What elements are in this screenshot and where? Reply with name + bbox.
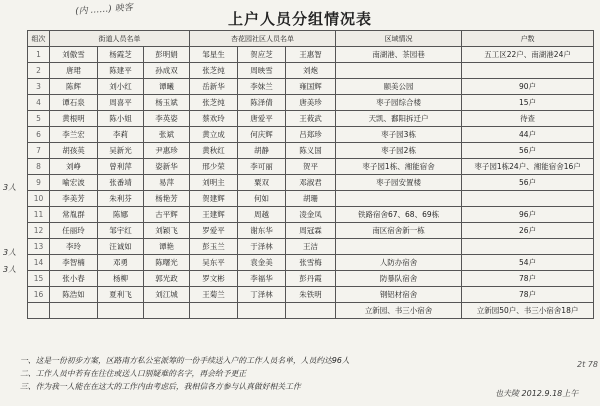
group-number: 5 (28, 111, 50, 127)
table-row (28, 191, 594, 207)
name-cell: 刘颖飞 (144, 223, 190, 239)
name-cell (144, 303, 190, 319)
note-line: 一、这是一份初步方案，区路南方私公室派筹的一份手续送入户的工作人员名单，人员约达96人 (20, 356, 350, 365)
group-number: 7 (28, 143, 50, 159)
table-row (28, 239, 594, 255)
name-cell: 杨玉斌 (144, 95, 190, 111)
side-mark: 3人 (3, 265, 17, 274)
handwritten-top-note: (内 ……) 映客 (74, 2, 134, 17)
name-cell: 雍国辉 (286, 79, 336, 95)
name-cell: 王莜武 (286, 111, 336, 127)
name-cell: 谭曦 (144, 79, 190, 95)
area-cell: 立新园、书三小宿舍 (336, 303, 462, 319)
name-cell: 周映雪 (238, 63, 286, 79)
name-cell: 李妹兰 (238, 79, 286, 95)
name-cell: 郭光政 (144, 271, 190, 287)
page-mark: 2t 78 (577, 360, 598, 369)
name-cell: 任丽玲 (50, 223, 98, 239)
name-cell: 古平辉 (144, 207, 190, 223)
name-cell: 彭明娟 (144, 47, 190, 63)
group-number: 14 (28, 255, 50, 271)
name-cell: 刘小红 (98, 79, 144, 95)
name-cell: 易萍 (144, 175, 190, 191)
table-row (28, 223, 594, 239)
name-cell: 岳新华 (190, 79, 238, 95)
name-cell: 贺平 (286, 159, 336, 175)
name-cell: 张雪梅 (286, 255, 336, 271)
name-cell: 谭石泉 (50, 95, 98, 111)
name-cell: 张芝纯 (190, 63, 238, 79)
name-cell: 李美芳 (50, 191, 98, 207)
name-cell: 张斌 (144, 127, 190, 143)
name-cell: 张番靖 (98, 175, 144, 191)
households-cell: 立新园50户、书三小宿舍18户 (462, 303, 594, 319)
households-cell: 44户 (462, 127, 594, 143)
name-cell: 邹星生 (190, 47, 238, 63)
name-cell: 李兰宏 (50, 127, 98, 143)
table-row (28, 159, 594, 175)
group-number: 10 (28, 191, 50, 207)
name-cell: 陈曙光 (144, 255, 190, 271)
area-cell (336, 191, 462, 207)
name-cell: 张芝纯 (190, 95, 238, 111)
name-cell: 胡珊 (286, 191, 336, 207)
households-cell (462, 191, 594, 207)
name-cell: 彭丹霞 (286, 271, 336, 287)
name-cell: 蔡欢玲 (190, 111, 238, 127)
table-row (28, 63, 594, 79)
group-number (28, 303, 50, 319)
name-cell: 唐美珍 (286, 95, 336, 111)
name-cell: 黄立成 (190, 127, 238, 143)
households-cell (462, 63, 594, 79)
area-cell: 铁路宿舍67、68、69栋 (336, 207, 462, 223)
name-cell: 刘明主 (190, 175, 238, 191)
table-row (28, 111, 594, 127)
name-cell: 刘峥 (50, 159, 98, 175)
side-mark: 3人 (3, 248, 17, 257)
table-row (28, 47, 594, 63)
name-cell: 朱利芬 (98, 191, 144, 207)
name-cell: 唐珺 (50, 63, 98, 79)
group-number: 1 (28, 47, 50, 63)
group-number: 12 (28, 223, 50, 239)
group-number: 8 (28, 159, 50, 175)
note-line: 二、工作人员中若有在往住或送人口别疑难的名字，再会给予更正 (20, 369, 247, 378)
name-cell: 丁泽林 (238, 287, 286, 303)
area-cell: 枣子园3栋 (336, 127, 462, 143)
table-row (28, 255, 594, 271)
name-cell: 邹宇红 (98, 223, 144, 239)
area-cell: 枣子园2栋 (336, 143, 462, 159)
name-cell: 吴新光 (98, 143, 144, 159)
name-cell (50, 303, 98, 319)
area-cell: 枣子园安置楼 (336, 175, 462, 191)
group-number: 2 (28, 63, 50, 79)
name-cell: 喻宏波 (50, 175, 98, 191)
header-group: 组次 (28, 31, 50, 47)
table-row (28, 207, 594, 223)
name-cell: 周喜平 (98, 95, 144, 111)
name-cell: 贺应芝 (238, 47, 286, 63)
group-number: 15 (28, 271, 50, 287)
group-number: 9 (28, 175, 50, 191)
table-row (28, 303, 594, 319)
name-cell: 何如 (238, 191, 286, 207)
area-cell: 天凯、鄱阳拆迁户 (336, 111, 462, 127)
households-cell: 五工区22户、南湖港24户 (462, 47, 594, 63)
table-row (28, 127, 594, 143)
name-cell: 邓淑君 (286, 175, 336, 191)
group-number: 3 (28, 79, 50, 95)
name-cell: 陈泽倩 (238, 95, 286, 111)
name-cell: 于泽林 (238, 239, 286, 255)
households-cell: 26户 (462, 223, 594, 239)
name-cell: 周越 (238, 207, 286, 223)
name-cell (238, 303, 286, 319)
name-cell: 王菊兰 (190, 287, 238, 303)
name-cell: 吴东平 (190, 255, 238, 271)
table-row (28, 175, 594, 191)
name-cell: 朱铁明 (286, 287, 336, 303)
name-cell: 陈娜 (98, 207, 144, 223)
households-cell: 待查 (462, 111, 594, 127)
name-cell: 黄根明 (50, 111, 98, 127)
side-mark: 3人 (3, 183, 17, 192)
area-cell: 人防办宿舍 (336, 255, 462, 271)
header-households: 户数 (462, 31, 594, 47)
table-header (28, 31, 594, 47)
group-number: 4 (28, 95, 50, 111)
name-cell: 袁金美 (238, 255, 286, 271)
area-cell: 南湖港、茶园巷 (336, 47, 462, 63)
name-cell: 胡孩英 (50, 143, 98, 159)
households-cell: 56户 (462, 143, 594, 159)
name-cell: 彭玉兰 (190, 239, 238, 255)
group-number: 6 (28, 127, 50, 143)
note-line: 三、作为我一人能在在这大的工作内由考虑后，我相信各方参与认真做好相关工作 (20, 382, 301, 391)
name-cell (286, 303, 336, 319)
name-cell: 李莉 (98, 127, 144, 143)
households-cell (462, 239, 594, 255)
name-cell: 贺建辉 (190, 191, 238, 207)
name-cell: 孙成双 (144, 63, 190, 79)
name-cell: 尹惠珍 (144, 143, 190, 159)
name-cell: 刘傲雪 (50, 47, 98, 63)
name-cell: 王洁 (286, 239, 336, 255)
name-cell: 谭艳 (144, 239, 190, 255)
households-cell: 96户 (462, 207, 594, 223)
name-cell: 王惠智 (286, 47, 336, 63)
households-cell: 15户 (462, 95, 594, 111)
households-cell: 枣子园1栋24户、湘能宿舍16户 (462, 159, 594, 175)
name-cell: 粟双 (238, 175, 286, 191)
households-cell: 78户 (462, 271, 594, 287)
header-community: 杏花园社区人员名单 (190, 31, 336, 47)
name-cell: 胡静 (238, 143, 286, 159)
name-cell: 杨艳芳 (144, 191, 190, 207)
area-cell: 枣子园1栋、湘能宿舍 (336, 159, 462, 175)
group-number: 11 (28, 207, 50, 223)
name-cell: 李智楠 (50, 255, 98, 271)
area-cell: 防暴队宿舍 (336, 271, 462, 287)
page-title: 上户人员分组情况表 (227, 10, 372, 28)
area-cell: 枣子园综合楼 (336, 95, 462, 111)
name-cell: 邓勇 (98, 255, 144, 271)
name-cell: 姿新华 (144, 159, 190, 175)
name-cell: 杨霞芝 (98, 47, 144, 63)
name-cell: 汪诚如 (98, 239, 144, 255)
name-cell: 凌金凤 (286, 207, 336, 223)
name-cell: 唐爱平 (238, 111, 286, 127)
name-cell: 夏利飞 (98, 287, 144, 303)
name-cell: 曾利萍 (98, 159, 144, 175)
area-cell (336, 239, 462, 255)
name-cell: 李可丽 (238, 159, 286, 175)
group-number: 13 (28, 239, 50, 255)
name-cell: 陈辉 (50, 79, 98, 95)
area-cell: 钢铝材宿舍 (336, 287, 462, 303)
name-cell: 谢东华 (238, 223, 286, 239)
area-cell (336, 63, 462, 79)
name-cell: 吕郑珍 (286, 127, 336, 143)
name-cell: 张小春 (50, 271, 98, 287)
area-cell: 颐美公园 (336, 79, 462, 95)
name-cell: 陈建平 (98, 63, 144, 79)
table-row (28, 287, 594, 303)
area-cell: 南区宿舍新一栋 (336, 223, 462, 239)
name-cell: 黄秋红 (190, 143, 238, 159)
header-street: 街道人员名单 (50, 31, 190, 47)
name-cell: 杨柳 (98, 271, 144, 287)
households-cell: 78户 (462, 287, 594, 303)
name-cell: 陈义国 (286, 143, 336, 159)
grouping-table (27, 30, 594, 319)
signature: 也夫陵 2012.9.18上午 (495, 389, 579, 398)
name-cell: 李英姿 (144, 111, 190, 127)
name-cell: 陈浩如 (50, 287, 98, 303)
name-cell: 罗爱平 (190, 223, 238, 239)
group-number: 16 (28, 287, 50, 303)
name-cell: 何庆辉 (238, 127, 286, 143)
name-cell: 王建辉 (190, 207, 238, 223)
name-cell: 刘炮 (286, 63, 336, 79)
name-cell: 李福华 (238, 271, 286, 287)
name-cell: 刘江城 (144, 287, 190, 303)
households-cell: 56户 (462, 175, 594, 191)
name-cell (190, 303, 238, 319)
households-cell: 90户 (462, 79, 594, 95)
name-cell: 周冠霖 (286, 223, 336, 239)
name-cell: 罗文彬 (190, 271, 238, 287)
header-area: 区域情况 (336, 31, 462, 47)
name-cell: 邢少荣 (190, 159, 238, 175)
name-cell: 李玲 (50, 239, 98, 255)
table-row (28, 79, 594, 95)
table-row (28, 95, 594, 111)
households-cell: 54户 (462, 255, 594, 271)
table-row (28, 271, 594, 287)
table-row (28, 143, 594, 159)
name-cell: 陈小姐 (98, 111, 144, 127)
name-cell (98, 303, 144, 319)
name-cell: 常胤群 (50, 207, 98, 223)
